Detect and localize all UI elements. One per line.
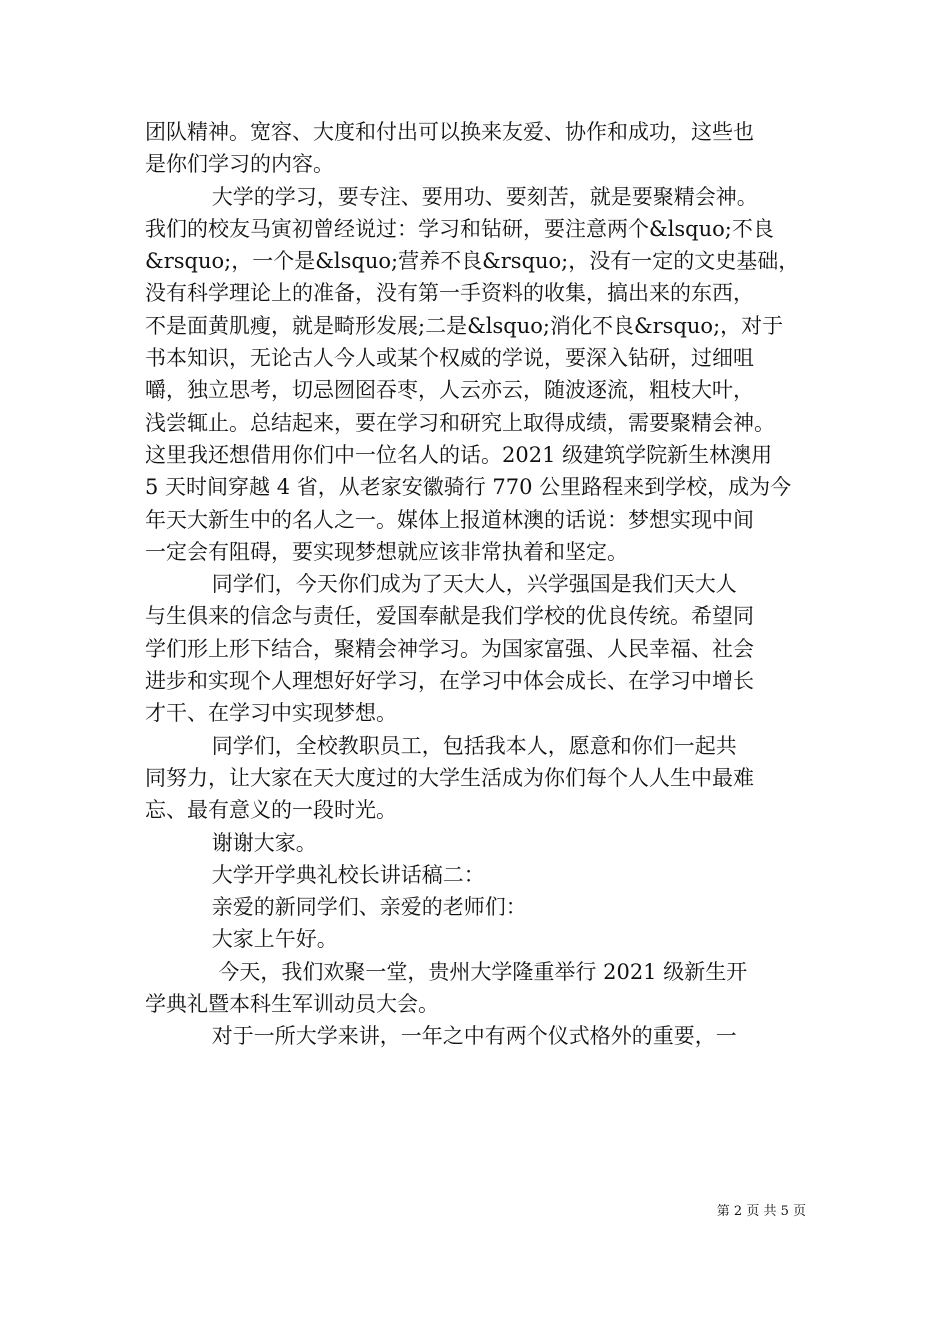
text-line: 对于一所大学来讲，一年之中有两个仪式格外的重要，一 bbox=[145, 1024, 737, 1049]
text-line: 是你们学习的内容。 bbox=[145, 152, 334, 177]
text-line: 进步和实现个人理想好好学习，在学习中体会成长、在学习中增长 bbox=[145, 669, 754, 694]
text-line: 与生俱来的信念与责任，爱国奉献是我们学校的优良传统。希望同 bbox=[145, 604, 754, 629]
page-number: 第 2 页 共 5 页 bbox=[716, 1204, 806, 1219]
text-line: 书本知识，无论古人今人或某个权威的学说，要深入钻研，过细咀 bbox=[145, 346, 754, 371]
text-line: 同学们，今天你们成为了天大人，兴学强国是我们天大人 bbox=[145, 572, 737, 597]
text-line: 嚼，独立思考，切忌囫囵吞枣，人云亦云，随波逐流，粗枝大叶， bbox=[145, 378, 754, 403]
text-line: 才干、在学习中实现梦想。 bbox=[145, 701, 397, 726]
text-line: 我们的校友马寅初曾经说过：学习和钻研，要注意两个&lsquo;不良 bbox=[145, 216, 774, 241]
text-line: 亲爱的新同学们、亲爱的老师们： bbox=[145, 895, 527, 920]
text-line: 一定会有阻碍，要实现梦想就应该非常执着和坚定。 bbox=[145, 539, 628, 564]
text-line: 学们形上形下结合，聚精会神学习。为国家富强、人民幸福、社会 bbox=[145, 636, 754, 661]
text-line: 团队精神。宽容、大度和付出可以换来友爱、协作和成功，这些也 bbox=[145, 120, 754, 144]
text-line: 学典礼暨本科生军训动员大会。 bbox=[145, 992, 439, 1017]
text-line: 没有科学理论上的准备，没有第一手资料的收集，搞出来的东西， bbox=[145, 281, 754, 306]
text-line: 同努力，让大家在天大度过的大学生活成为你们每个人人生中最难 bbox=[145, 765, 754, 790]
text-line: 5 天时间穿越 4 省，从老家安徽骑行 770 公里路程来到学校，成为今 bbox=[145, 475, 792, 500]
text-line: &rsquo;，一个是&lsquo;营养不良&rsquo;，没有一定的文史基础， bbox=[145, 249, 800, 274]
text-line: 浅尝辄止。总结起来，要在学习和研究上取得成绩，需要聚精会神。 bbox=[145, 410, 775, 435]
text-line: 今天，我们欢聚一堂，贵州大学隆重举行 2021 级新生开 bbox=[145, 959, 748, 984]
body-text bbox=[145, 116, 810, 1053]
text-line: 年天大新生中的名人之一。媒体上报道林澳的话说：梦想实现中间 bbox=[145, 507, 754, 532]
text-line: 谢谢大家。 bbox=[145, 830, 317, 855]
text-line: 忘、最有意义的一段时光。 bbox=[145, 798, 397, 823]
text-line: 这里我还想借用你们中一位名人的话。2021 级建筑学院新生林澳用 bbox=[145, 442, 773, 467]
text-line: 同学们，全校教职员工，包括我本人，愿意和你们一起共 bbox=[145, 733, 737, 758]
text-line: 大学的学习，要专注、要用功、要刻苦，就是要聚精会神。 bbox=[145, 184, 758, 209]
text-line: 大学开学典礼校长讲话稿二： bbox=[145, 862, 485, 887]
text-line: 不是面黄肌瘦，就是畸形发展;二是&lsquo;消化不良&rsquo;，对于 bbox=[145, 313, 784, 338]
text-line: 大家上午好。 bbox=[145, 927, 338, 952]
